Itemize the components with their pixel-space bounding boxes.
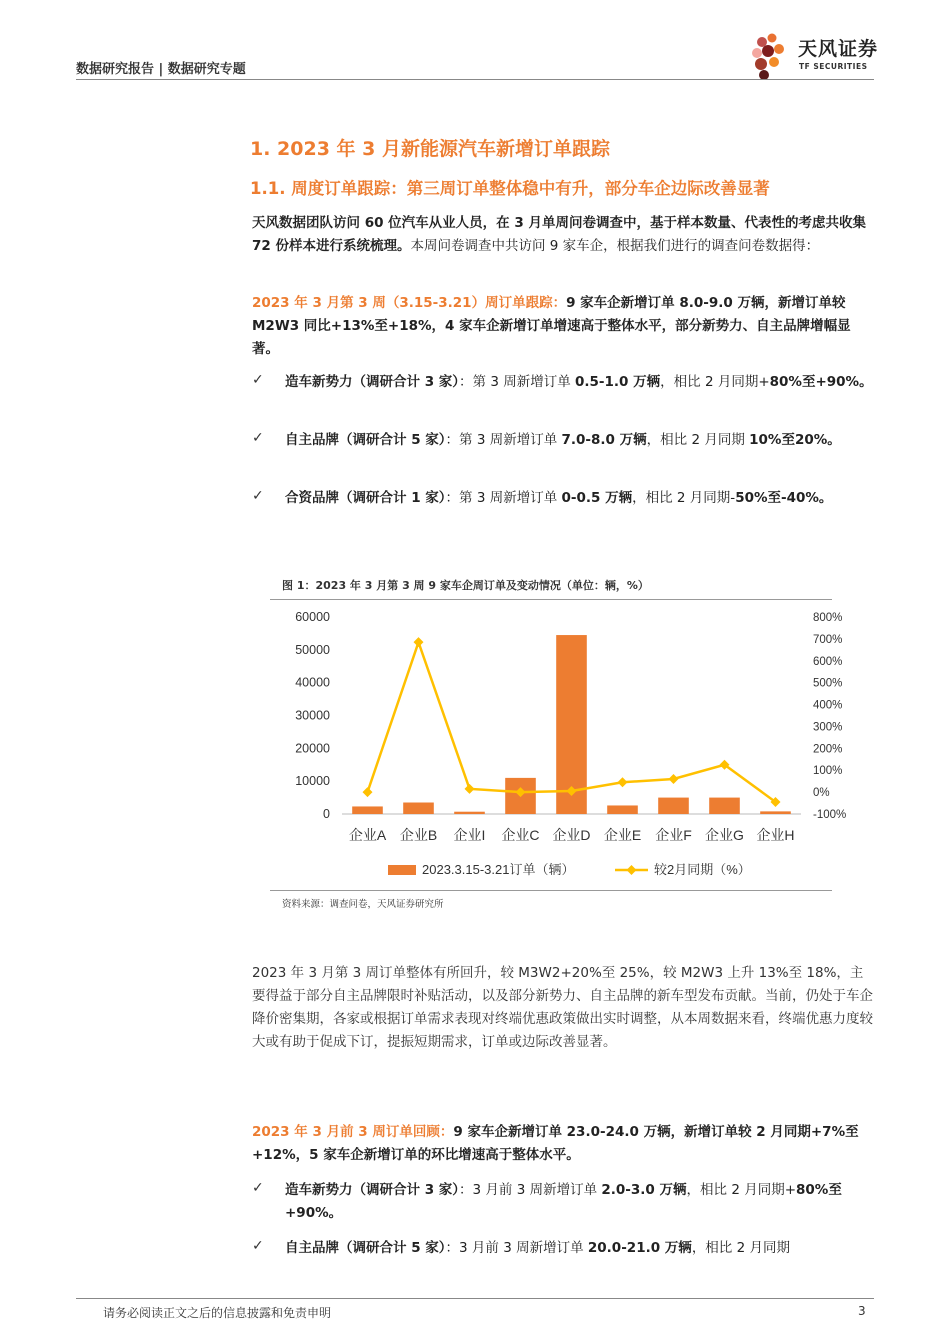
y-right-tick-label: 300% xyxy=(813,721,843,734)
y-left-tick-label: 10000 xyxy=(295,774,330,789)
list-item xyxy=(285,429,875,452)
bullet-text: ，相比 2 月同期+ xyxy=(686,1182,797,1198)
check-icon: ✓ xyxy=(252,430,264,446)
x-tick-label: 企业A xyxy=(348,827,387,843)
first3-label: 2023 年 3 月前 3 周订单回顾： xyxy=(252,1124,454,1140)
bar xyxy=(607,805,638,814)
bullet-text: ：第 3 周新增订单 xyxy=(459,374,576,390)
check-icon: ✓ xyxy=(252,1180,264,1196)
bullet-title: 自主品牌（调研合计 5 家） xyxy=(285,1240,446,1256)
bullet-text: ，相比 2 月同期 xyxy=(691,1240,790,1256)
bar xyxy=(352,806,383,814)
list-item xyxy=(285,487,875,510)
section-heading: 1. 2023 年 3 月新能源汽车新增订单跟踪 xyxy=(250,138,610,160)
x-tick-label: 企业D xyxy=(552,827,591,843)
bullet-value: 7.0-8.0 万辆 xyxy=(561,432,647,448)
first3-summary xyxy=(252,1121,876,1167)
bar xyxy=(760,811,791,814)
intro-rest: 本周问卷调查中共访问 9 家车企，根据我们进行的调查问卷数据得： xyxy=(410,238,820,254)
x-tick-label: 企业F xyxy=(655,827,692,843)
y-left-tick-label: 30000 xyxy=(295,708,330,723)
line-point xyxy=(465,784,475,794)
legend-swatch-bar xyxy=(388,865,416,875)
y-right-tick-label: 600% xyxy=(813,655,843,668)
y-right-tick-label: -100% xyxy=(813,809,847,821)
y-right-tick-label: 200% xyxy=(813,743,843,756)
figure-source: 资料来源：调查问卷，天风证券研究所 xyxy=(282,899,444,910)
bullet-value: 0-0.5 万辆 xyxy=(561,490,633,506)
figure-title: 图 1：2023 年 3 月第 3 周 9 家车企周订单及变动情况（单位：辆，%） xyxy=(282,579,649,592)
check-icon: ✓ xyxy=(252,488,264,504)
check-icon: ✓ xyxy=(252,372,264,388)
x-tick-label: 企业G xyxy=(705,827,744,843)
x-tick-label: 企业C xyxy=(501,827,540,843)
analysis-paragraph: 2023 年 3 月第 3 周订单整体有所回升，较 M3W2+20%至 25%，较 M2W3 上升 13%至 18%，主要得益于部分自主品牌限时补贴活动，以及部分新势力、自主品牌的新车型发布贡献。当前，仍处于车企降价密集期，各家或根据订单需求表现对终端优惠政策做出实时调整，从本周数据来看，终端优惠力度较大或有助于促成下订，提振短期需求，订单或边际改善显著。 xyxy=(252,965,873,1050)
bullet-text: ，相比 2 月同期+ xyxy=(660,374,770,390)
legend-label: 较2月同期（%） xyxy=(654,862,751,877)
bullet-title: 合资品牌（调研合计 1 家） xyxy=(285,490,446,506)
bullet-text: ：第 3 周新增订单 xyxy=(445,490,562,506)
week3-text: 9 家车企新增订单 8.0-9.0 万辆，新增订单较 M2W3 同比+13%至+18%，4 家车企新增订单增速高于整体水平，部分新势力、自主品牌增幅显著。 xyxy=(252,295,851,357)
y-right-tick-label: 400% xyxy=(813,699,843,712)
y-right-tick-label: 700% xyxy=(813,633,843,646)
x-tick-label: 企业B xyxy=(399,827,438,843)
bullet-text: ：第 3 周新增订单 xyxy=(445,432,562,448)
logo-name-en: TF SECURITIES xyxy=(799,62,868,71)
line-point xyxy=(363,787,373,797)
y-right-tick-label: 500% xyxy=(813,677,843,690)
list-item xyxy=(285,1237,875,1260)
y-right-tick-label: 0% xyxy=(813,787,830,800)
bullet-value: 20.0-21.0 万辆 xyxy=(587,1240,692,1256)
logo-name-cn: 天风证券 xyxy=(798,38,879,60)
bullet-title: 造车新势力（调研合计 3 家） xyxy=(285,1182,460,1198)
y-right-tick-label: 100% xyxy=(813,765,843,778)
check-icon: ✓ xyxy=(252,1238,264,1254)
bullet-text: ，相比 2 月同期- xyxy=(632,490,736,506)
bullet-text: ，相比 2 月同期 xyxy=(646,432,750,448)
orders-chart xyxy=(270,601,847,889)
y-left-tick-label: 60000 xyxy=(295,610,330,624)
bullet-title: 造车新势力（调研合计 3 家） xyxy=(285,374,460,390)
list-item xyxy=(285,1179,875,1225)
legend-swatch-marker xyxy=(627,865,637,875)
first3-text: 9 家车企新增订单 23.0-24.0 万辆，新增订单较 2 月同期+7%至+12%，5 家车企新增订单的环比增速高于整体水平。 xyxy=(252,1124,859,1163)
week3-summary xyxy=(252,292,876,361)
bar xyxy=(709,798,740,814)
figure-top-rule xyxy=(270,599,832,600)
bullet-value: 80%至+90%。 xyxy=(285,1182,842,1221)
bar xyxy=(658,798,689,814)
legend-label: 2023.3.15-3.21订单（辆） xyxy=(422,862,575,877)
list-item xyxy=(285,371,875,394)
intro-bold: 天风数据团队访问 60 位汽车从业人员，在 3 月单周问卷调查中，基于样本数量、代表性的考虑共收集 72 份样本进行系统梳理。 xyxy=(252,215,866,254)
y-left-tick-label: 20000 xyxy=(295,741,330,756)
y-left-tick-label: 50000 xyxy=(295,642,330,657)
line-point xyxy=(414,637,424,647)
page-number: 3 xyxy=(858,1304,866,1318)
x-tick-label: 企业H xyxy=(756,827,795,843)
y-left-tick-label: 40000 xyxy=(295,675,330,690)
subsection-heading: 1.1. 周度订单跟踪：第三周订单整体稳中有升，部分车企边际改善显著 xyxy=(250,179,770,198)
bullet-value: 2.0-3.0 万辆 xyxy=(601,1182,687,1198)
y-left-tick-label: 0 xyxy=(323,807,330,821)
footer-divider xyxy=(76,1298,874,1299)
figure-bottom-rule xyxy=(270,890,832,891)
x-tick-label: 企业I xyxy=(453,827,486,843)
bar xyxy=(403,803,434,814)
x-tick-label: 企业E xyxy=(603,827,642,843)
report-type-header: 数据研究报告 | 数据研究专题 xyxy=(76,62,246,77)
line-point xyxy=(618,777,628,787)
footer-disclaimer: 请务必阅读正文之后的信息披露和免责申明 xyxy=(103,1306,332,1320)
bar xyxy=(454,812,485,814)
line-point xyxy=(669,774,679,784)
bullet-value: 50%至-40%。 xyxy=(735,490,833,506)
y-right-tick-label: 800% xyxy=(813,612,843,624)
bullet-title: 自主品牌（调研合计 5 家） xyxy=(285,432,446,448)
bullet-value: 0.5-1.0 万辆 xyxy=(575,374,661,390)
bullet-value: 10%至20%。 xyxy=(749,432,841,448)
bullet-text: ：3 月前 3 周新增订单 xyxy=(459,1182,602,1198)
header-divider xyxy=(76,79,874,80)
intro-paragraph xyxy=(252,212,876,258)
bullet-value: 80%至+90%。 xyxy=(769,374,873,390)
week3-label: 2023 年 3 月第 3 周（3.15-3.21）周订单跟踪： xyxy=(252,295,567,311)
bullet-text: ：3 月前 3 周新增订单 xyxy=(445,1240,588,1256)
